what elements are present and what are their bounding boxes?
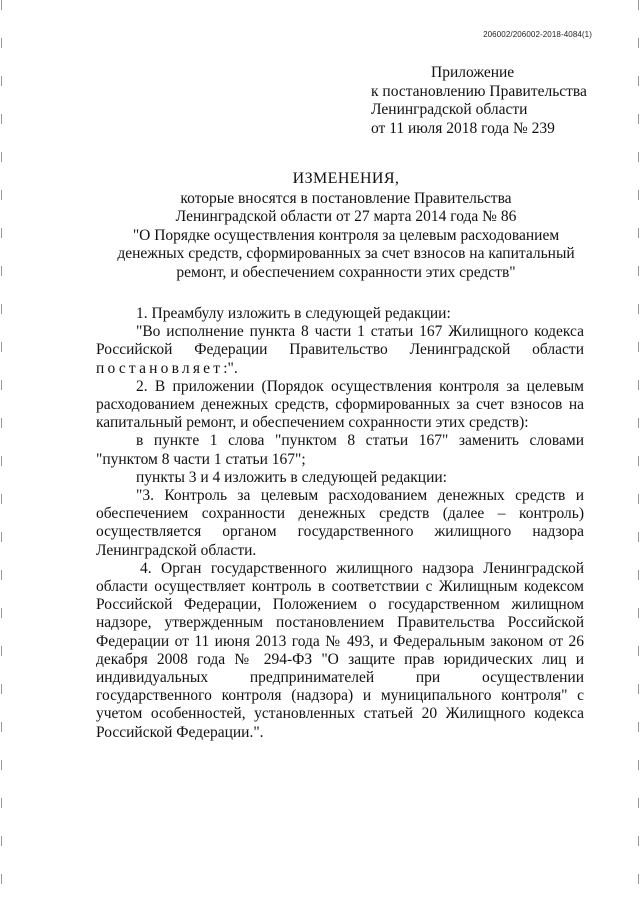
scan-edge-right <box>638 0 639 905</box>
heading-title: ИЗМЕНЕНИЯ, <box>292 170 400 187</box>
appendix-line-3: от 11 июля 2018 года № 239 <box>371 119 555 137</box>
paragraph-7: 4. Орган государственного жилищного надзора Ленинградской области осуществляет контроль в соответствии с Жилищным кодексом Российской Федерации, Положением о государственном жилищном надзоре, утвержденным постановлением Правительства Российской Федерации от 11 июня 2013 года № 493, и Федеральным законом от 26 декабря 2008 года № 294-ФЗ "О защите прав юридических лиц и индивидуальных предпринимателей при осуществлении государственного контроля (надзора) и муниципального контроля" с учетом особенностей, установленных статьей 20 Жилищного кодекса Российской Федерации.". <box>96 559 584 741</box>
heading-line-2: Ленинградской области от 27 марта 2014 года № 86 <box>175 208 517 225</box>
paragraph-6: "3. Контроль за целевым расходованием денежных средств и обеспечением сохранности денежных средств (далее – контроль) осуществляется органом государственного жилищного надзора Ленинградской области. <box>96 487 584 559</box>
paragraph-1: 1. Преамбулу изложить в следующей редакции: <box>136 305 451 322</box>
appendix-title: Приложение <box>431 64 515 81</box>
paragraph-2-end: :". <box>223 359 238 377</box>
heading-line-1: которые вносятся в постановление Правительства <box>180 189 512 207</box>
paragraph-4: в пункте 1 слова "пунктом 8 статьи 167" заменить словами "пунктом 8 части 1 статьи 167"; <box>96 432 584 468</box>
paragraph-2 <box>96 323 584 378</box>
paragraph-5: пункты 3 и 4 изложить в следующей редакции: <box>136 468 447 486</box>
document-heading <box>96 170 596 282</box>
paragraph-2-text: "Во исполнение пункта 8 части 1 статьи 167 Жилищного кодекса Российской Федерации Правительство Ленинградской области <box>96 323 584 359</box>
heading-line-4: денежных средств, сформированных за счет взносов на капитальный <box>117 245 575 262</box>
appendix-line-2: Ленинградской области <box>371 101 528 118</box>
paragraph-3: 2. В приложении (Порядок осуществления контроля за целевым расходованием денежных средств, сформированных за счет взносов на капитальный ремонт, и обеспечением сохранности этих средств): <box>96 377 584 432</box>
paragraph-2-spaced-word: постановляет <box>96 359 224 377</box>
scan-edge-left <box>1 0 2 905</box>
document-code: 206002/206002-2018-4084(1) <box>483 30 592 39</box>
document-body <box>96 305 584 742</box>
heading-line-5: ремонт, и обеспечением сохранности этих средств" <box>176 263 516 281</box>
appendix-line-1: к постановлению Правительства <box>371 82 587 100</box>
appendix-block <box>371 64 587 138</box>
heading-line-3: "О Порядке осуществления контроля за целевым расходованием <box>132 226 560 244</box>
